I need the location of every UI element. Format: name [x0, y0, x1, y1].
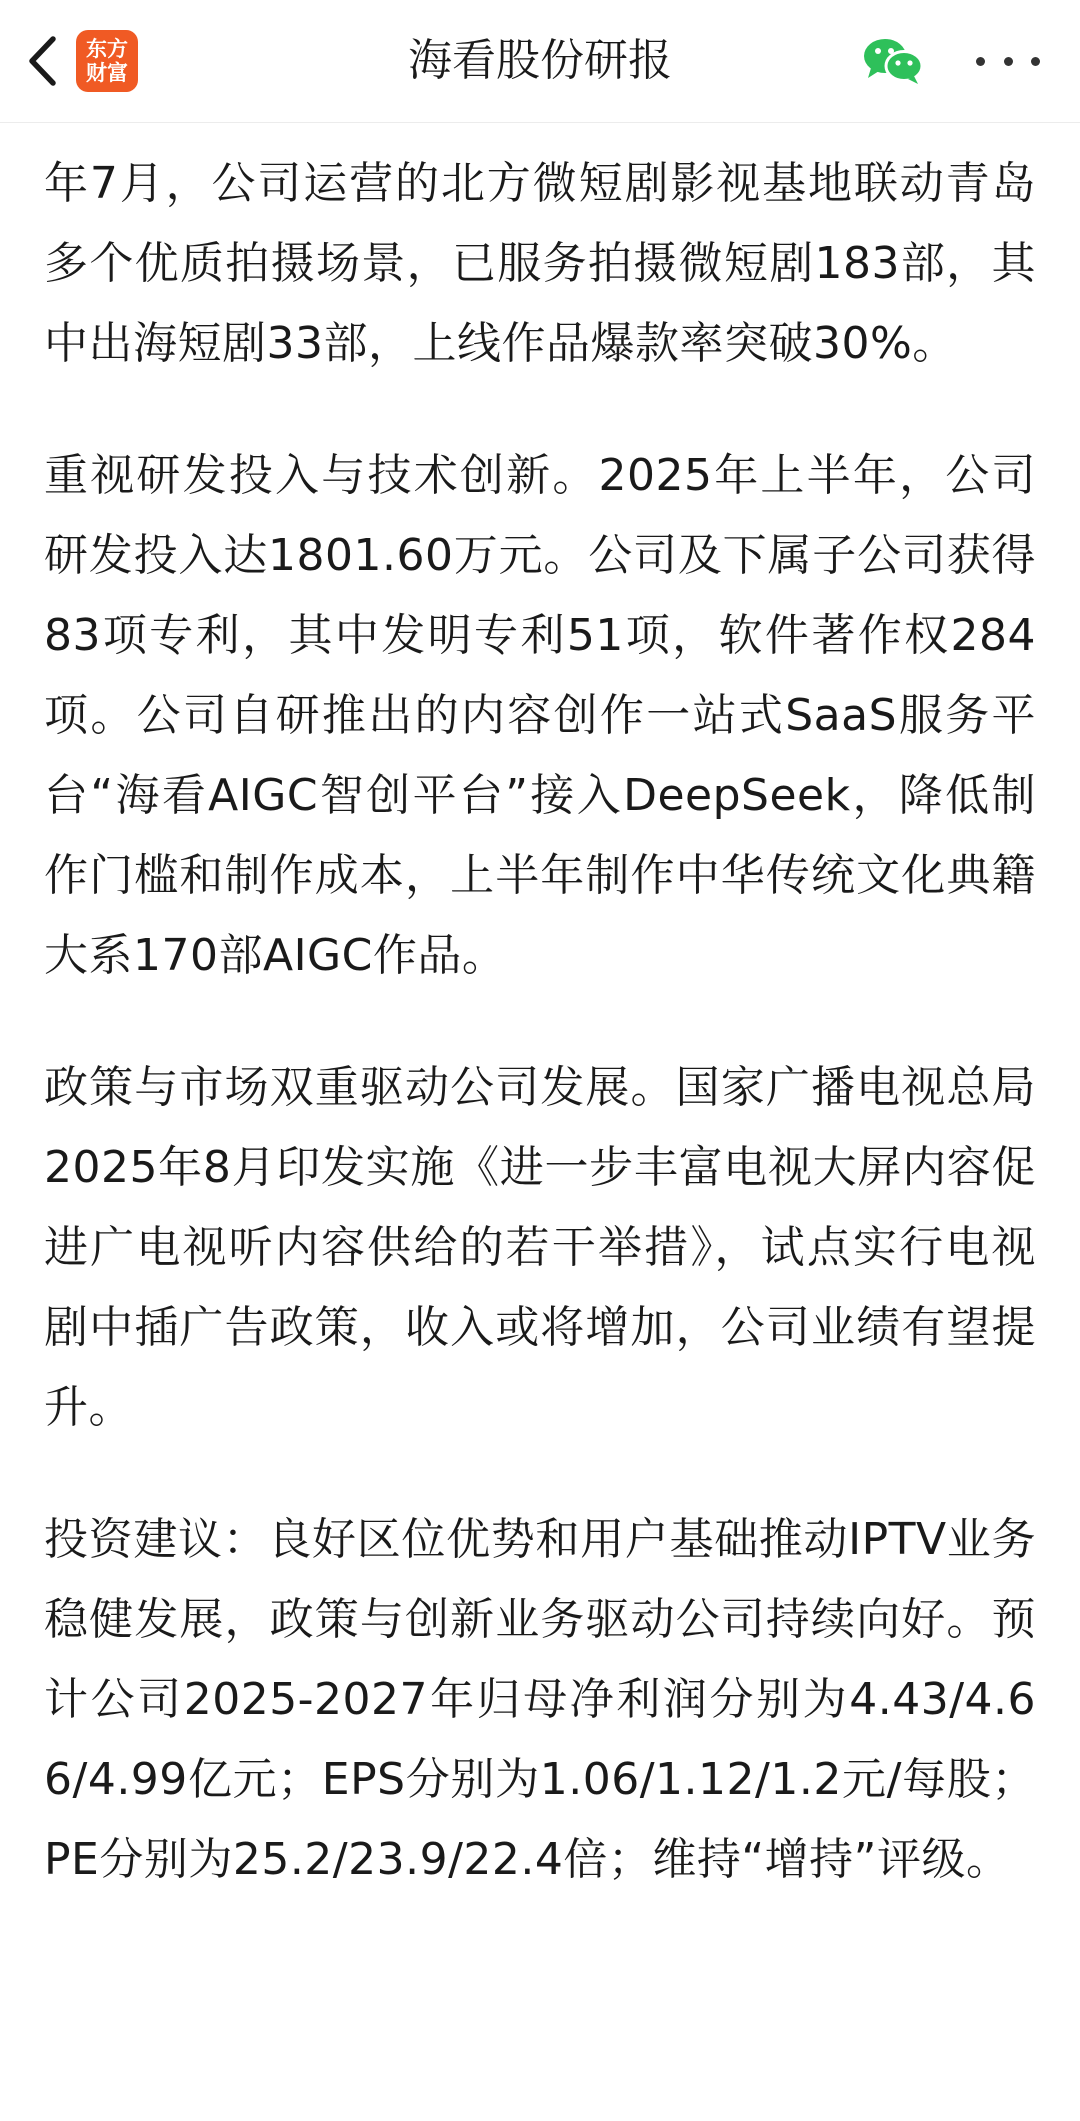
article-body [44, 122, 1036, 2121]
page-title: 海看股份研报 [408, 35, 672, 86]
back-button[interactable] [14, 26, 70, 96]
more-options-button[interactable] [976, 38, 1040, 84]
eastmoney-logo[interactable] [76, 30, 138, 92]
wechat-share-button[interactable] [862, 36, 924, 86]
chevron-left-icon [25, 35, 59, 87]
wechat-icon [862, 36, 924, 86]
article-paragraph-2: 重视研发投入与技术创新。2025年上半年，公司研发投入达1801.60万元。公司及下属子公司获得83项专利，其中发明专利51项，软件著作权284项。公司自研推出的内容创作一站式SaaS服务平台“海看AIGC智创平台”接入DeepSeek，降低制作门槛和制作成本，上半年制作中华传统文化典籍大系170部AIGC作品。 [44, 450, 1036, 981]
article-paragraph-4: 投资建议：良好区位优势和用户基础推动IPTV业务稳健发展，政策与创新业务驱动公司持续向好。预计公司2025-2027年归母净利润分别为4.43/4.66/4.99亿元；EPS分别为1.06/1.12/1.2元/每股；PE分别为25.2/23.9/22.4倍；维持“增持”评级。 [44, 1514, 1036, 1885]
top-navigation-bar [0, 0, 1080, 123]
logo-text-line1: 东方 [86, 37, 128, 61]
article-paragraph-3: 政策与市场双重驱动公司发展。国家广播电视总局2025年8月印发实施《进一步丰富电视大屏内容促进广电视听内容供给的若干举措》，试点实行电视剧中插广告政策，收入或将增加，公司业绩有望提升。 [44, 1062, 1036, 1433]
logo-text-line2: 财富 [86, 61, 128, 85]
article-paragraph-1: 年7月，公司运营的北方微短剧影视基地联动青岛多个优质拍摄场景，已服务拍摄微短剧183部，其中出海短剧33部，上线作品爆款率突破30%。 [44, 158, 1036, 369]
more-dots-icon [976, 57, 1040, 66]
